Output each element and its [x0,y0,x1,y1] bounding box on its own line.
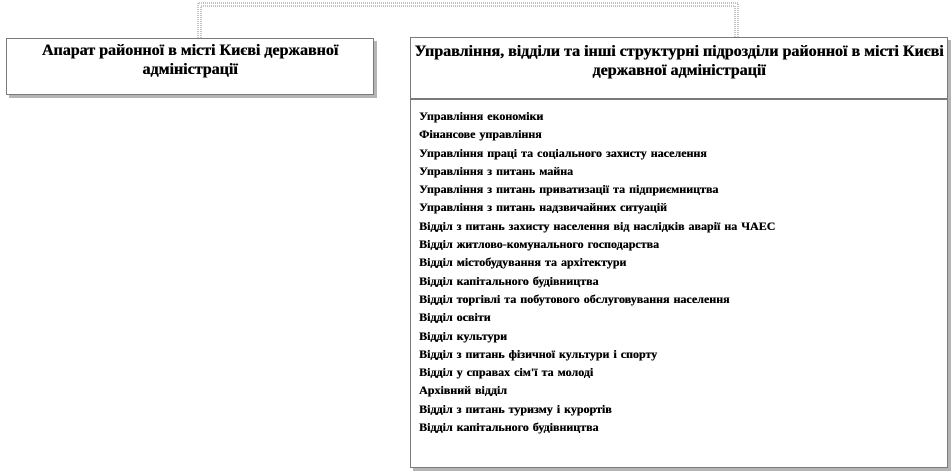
list-item: Управління з питань надзвичайних ситуацій [419,200,667,215]
list-item: Відділ з питань захисту населення від наслідків аварії на ЧАЕС [419,218,776,233]
list-item: Архівний відділ [419,383,507,398]
list-item: Управління економіки [419,109,544,123]
list-item: Фінансове управління [419,127,542,142]
list-item: Відділ культури [419,328,507,343]
structural-units-list-box [410,99,948,468]
connector-left-branch [198,3,738,38]
list-item: Управління праці та соціального захисту населення [419,145,707,160]
list-item: Відділ капітального будівництва [419,420,599,435]
list-item: Відділ житлово-комунального господарства [419,237,659,252]
list-item: Відділ з питань туризму і курортів [419,401,612,416]
structural-units-header-box [410,37,948,99]
list-item: Відділ капітального будівництва [419,273,599,288]
connector-right-branch [201,6,735,38]
list-item: Відділ містобудування та архітектури [419,255,627,270]
district-administration-apparatus-box [6,38,374,95]
structural-units-title: Управління, відділи та інші структурні підрозділи районної в місті Києві державної адміністрації [414,43,944,79]
list-item: Відділ з питань фізичної культури і спорту [419,346,658,361]
list-item: Відділ освіти [419,310,491,325]
list-item: Управління з питань майна [419,163,573,178]
list-item: Відділ у справах сім'ї та молоді [419,365,594,380]
department-list [419,107,947,436]
list-item: Відділ торгівлі та побутового обслуговування населення [419,291,730,306]
district-administration-apparatus-title: Апарат районної в місті Києві державної адміністрації [41,42,339,78]
list-item: Управління з питань приватизації та підприємництва [419,182,719,197]
